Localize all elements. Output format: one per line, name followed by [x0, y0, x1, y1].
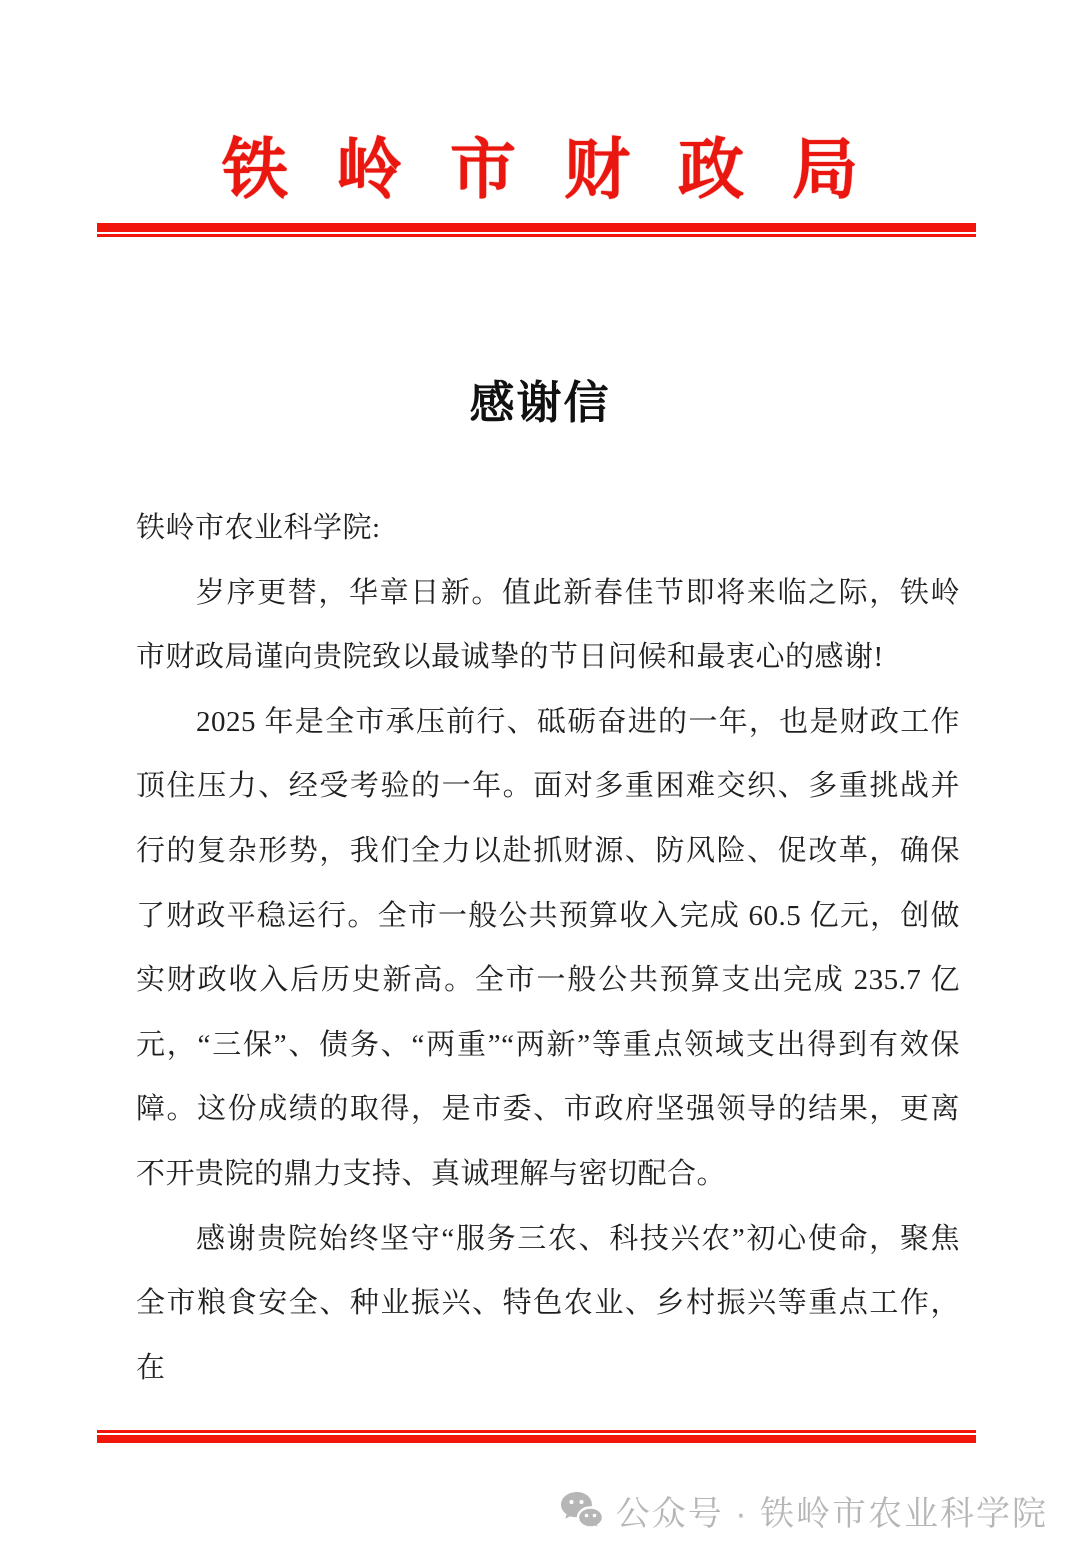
letter-title: 感谢信 [469, 378, 611, 428]
letter-salutation: 铁岭市农业科学院: [136, 512, 381, 544]
letter-paragraphs [136, 561, 960, 1401]
rule-thick-line [97, 1435, 976, 1443]
letter-paragraph: 感谢贵院始终坚守“服务三农、科技兴农”初心使命，聚焦全市粮食安全、种业振兴、特色农业、乡村振兴等重点工作，在 [136, 1222, 960, 1384]
wechat-icon [560, 1491, 604, 1531]
letter-paragraph: 岁序更替，华章日新。值此新春佳节即将来临之际，铁岭市财政局谨向贵院致以最诚挚的节日问候和最衷心的感谢! [136, 576, 960, 674]
account-watermark [560, 1486, 1048, 1535]
rule-thick-line [97, 223, 976, 232]
letter-body [136, 496, 960, 1400]
header-double-rule [97, 223, 976, 237]
footer-double-rule [97, 1430, 976, 1443]
letter-paragraph: 2025 年是全市承压前行、砥砺奋进的一年，也是财政工作顶住压力、经受考验的一年。面对多重困难交织、多重挑战并行的复杂形势，我们全力以赴抓财源、防风险、促改革，确保了财政平稳运行。全市一般公共预算收入完成 60.5 亿元，创做实财政收入后历史新高。全市一般公共预算支出完成 235.7 亿元，“三保”、债务、“两重”“两新”等重点领域支出得到有效保障。这份成绩的取得，是市委、市政府坚强领导的结果，更离不开贵院的鼎力支持、真诚理解与密切配合。 [136, 705, 960, 1190]
agency-header-title: 铁岭市财政局 [222, 134, 906, 207]
rule-thin-line [97, 234, 976, 237]
watermark-label: 公众号 · 铁岭市农业科学院 [615, 1495, 1048, 1533]
